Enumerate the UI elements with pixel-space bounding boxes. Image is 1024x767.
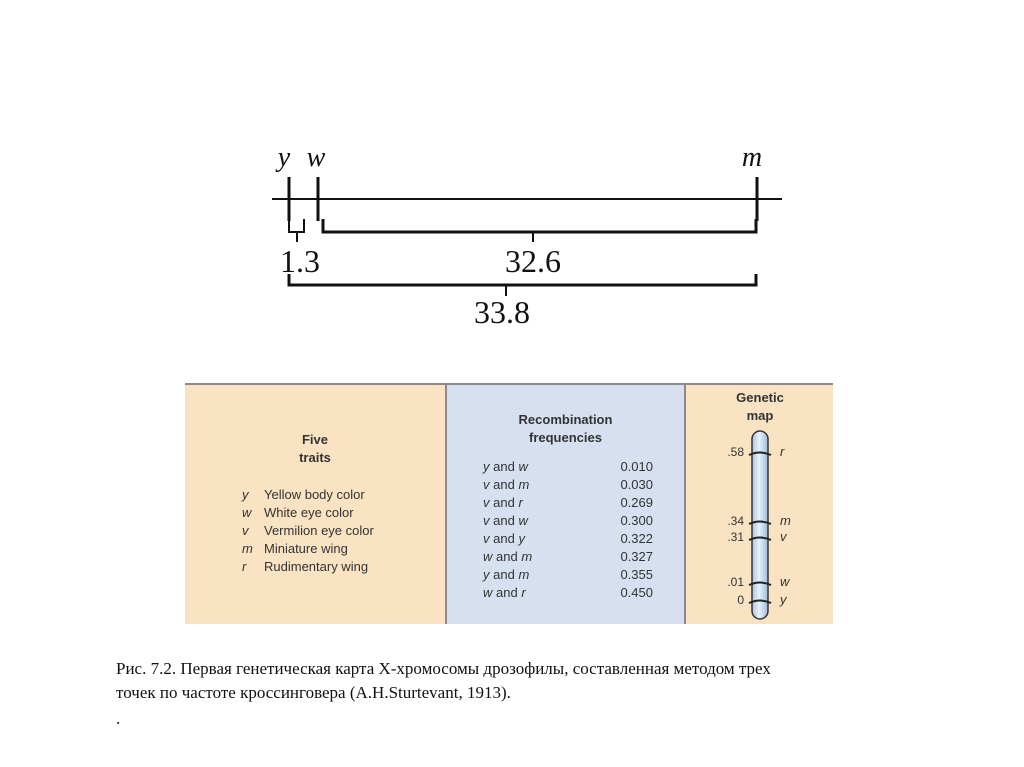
- locus-gene: w: [780, 574, 790, 589]
- gene-pair: [483, 512, 528, 530]
- trait-row: [242, 540, 348, 558]
- gene-pair: [483, 476, 529, 494]
- frequencies-heading-line1: Recombination: [518, 412, 613, 427]
- locus-value: .34: [727, 514, 744, 528]
- pair-conjunction: and: [493, 531, 515, 546]
- gene-b: m: [521, 549, 533, 564]
- locus-value: .58: [727, 445, 744, 459]
- gene-pair: [483, 584, 526, 602]
- frequencies-heading: [447, 411, 684, 447]
- trait-row: [242, 558, 368, 576]
- trait-symbol: w: [242, 505, 252, 520]
- trait-name: Vermilion eye color: [264, 523, 374, 538]
- gene-label-m: m: [741, 142, 763, 173]
- chromosome-body: [752, 431, 768, 619]
- frequency-value: 0.327: [620, 549, 653, 564]
- frequency-value: 0.450: [620, 585, 653, 600]
- traits-heading: [245, 431, 385, 467]
- bracket-y-w: [289, 219, 304, 232]
- caption-line-1: Рис. 7.2. Первая генетическая карта Х-хромосомы дрозофилы, составленная методом трех: [116, 659, 771, 678]
- caption-line-2: точек по частоте кроссинговера (A.H.Sturtevant, 1913).: [116, 683, 511, 702]
- trait-symbol: m: [242, 541, 253, 556]
- gene-b: w: [518, 513, 528, 528]
- distance-y-m: 33.8: [474, 294, 530, 330]
- distance-w-m: 32.6: [505, 243, 561, 279]
- pair-conjunction: and: [493, 567, 515, 582]
- locus-gene: v: [780, 529, 787, 544]
- gene-pair: [483, 566, 529, 584]
- gene-a: v: [483, 531, 490, 546]
- frequency-row: [483, 530, 653, 548]
- pair-conjunction: and: [493, 495, 515, 510]
- trait-name: White eye color: [264, 505, 354, 520]
- frequency-row: [483, 548, 653, 566]
- gene-a: y: [483, 567, 490, 582]
- frequency-row: [483, 458, 653, 476]
- gene-a: v: [483, 477, 490, 492]
- frequency-row: [483, 476, 653, 494]
- distance-y-w: 1.3: [280, 243, 320, 279]
- genetic-map-column: [687, 385, 833, 624]
- gene-a: y: [483, 459, 490, 474]
- frequency-row: [483, 494, 653, 512]
- gene-b: y: [518, 531, 525, 546]
- gene-b: m: [518, 477, 530, 492]
- locus-gene: y: [780, 592, 787, 607]
- frequency-row: [483, 512, 653, 530]
- frequency-value: 0.355: [620, 567, 653, 582]
- frequency-row: [483, 584, 653, 602]
- gene-b: r: [518, 495, 523, 510]
- gene-pair: [483, 548, 532, 566]
- gene-a: w: [483, 549, 493, 564]
- map-heading-line2: map: [746, 408, 774, 423]
- frequency-value: 0.269: [620, 495, 653, 510]
- gene-label-y: y: [277, 142, 291, 173]
- frequency-row: [483, 566, 653, 584]
- trait-symbol: y: [242, 487, 249, 502]
- traits-heading-line1: Five: [301, 432, 328, 447]
- gene-pair: [483, 494, 523, 512]
- column-divider: [684, 385, 686, 624]
- pair-conjunction: and: [493, 459, 515, 474]
- trait-name: Yellow body color: [264, 487, 365, 502]
- map-heading-line1: Genetic: [736, 390, 784, 405]
- locus-value: .31: [727, 530, 744, 544]
- gene-b: m: [518, 567, 530, 582]
- traits-heading-line2: traits: [299, 450, 331, 465]
- trait-row: [242, 486, 365, 504]
- caption-line-3: .: [116, 709, 121, 728]
- bracket-w-m: [323, 219, 756, 232]
- linkage-map: [0, 0, 1024, 340]
- frequencies-column: [447, 385, 684, 624]
- locus-value: 0: [737, 593, 744, 607]
- gene-pair: [483, 458, 528, 476]
- gene-pair: [483, 530, 525, 548]
- gene-a: v: [483, 513, 490, 528]
- pair-conjunction: and: [496, 585, 518, 600]
- traits-column: [185, 385, 445, 624]
- trait-name: Rudimentary wing: [264, 559, 369, 574]
- pair-conjunction: and: [493, 477, 515, 492]
- frequency-value: 0.300: [620, 513, 653, 528]
- trait-symbol: v: [242, 523, 249, 538]
- gene-b: w: [518, 459, 528, 474]
- pair-conjunction: and: [496, 549, 518, 564]
- gene-a: v: [483, 495, 490, 510]
- locus-value: .01: [727, 575, 744, 589]
- trait-name: Miniature wing: [264, 541, 348, 556]
- chromosome-diagram: [687, 385, 833, 626]
- sturtevant-table: [185, 383, 833, 624]
- frequency-value: 0.030: [620, 477, 653, 492]
- gene-label-w: w: [306, 142, 326, 173]
- pair-conjunction: and: [493, 513, 515, 528]
- trait-row: [242, 504, 354, 522]
- frequencies-heading-line2: frequencies: [529, 430, 602, 445]
- trait-symbol: r: [242, 559, 247, 574]
- frequency-value: 0.010: [620, 459, 653, 474]
- trait-row: [242, 522, 374, 540]
- locus-gene: r: [780, 444, 785, 459]
- gene-a: w: [483, 585, 493, 600]
- frequency-value: 0.322: [620, 531, 653, 546]
- gene-b: r: [521, 585, 526, 600]
- figure-caption: [116, 657, 916, 731]
- locus-gene: m: [780, 513, 791, 528]
